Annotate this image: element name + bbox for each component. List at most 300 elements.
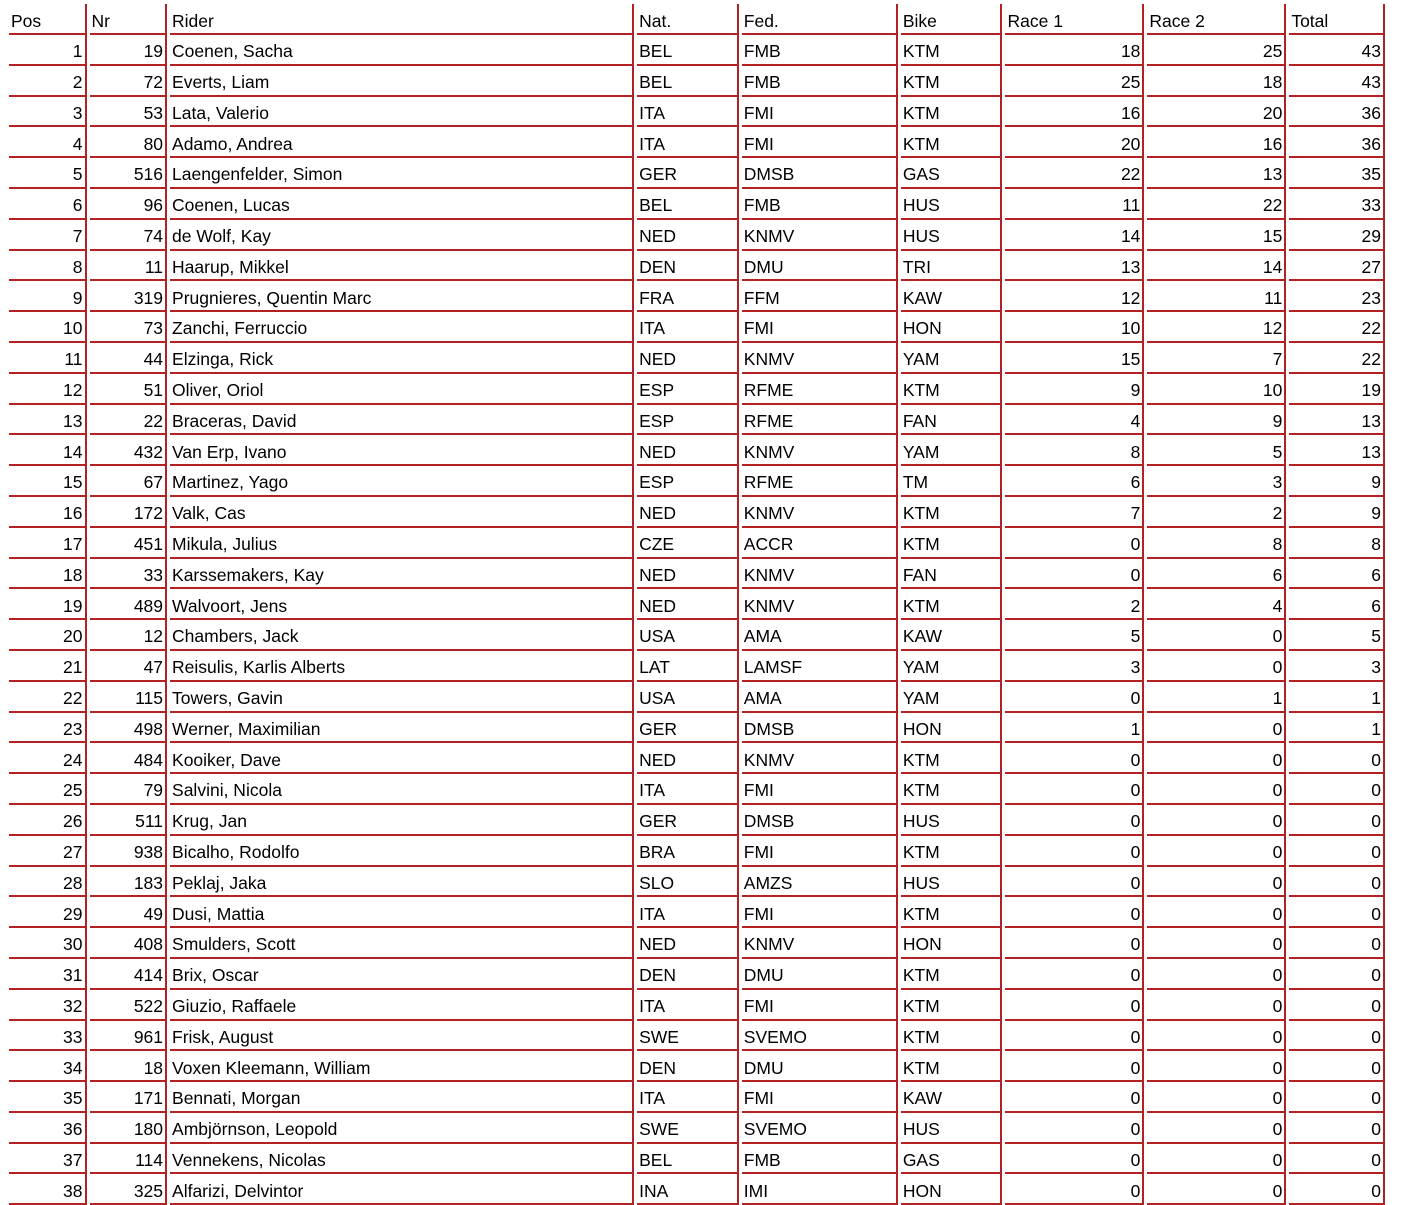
cell-total: 0: [1289, 743, 1385, 774]
cell-race2: 0: [1147, 713, 1286, 744]
cell-nr: 96: [90, 189, 168, 220]
cell-rider: Laengenfelder, Simon: [170, 158, 634, 189]
cell-total: 0: [1289, 1144, 1385, 1175]
cell-pos: 6: [9, 189, 87, 220]
cell-rider: Reisulis, Karlis Alberts: [170, 651, 634, 682]
table-row: [9, 1113, 1385, 1144]
cell-fed: FMI: [742, 897, 898, 928]
cell-race2: 0: [1147, 1021, 1286, 1052]
cell-bike: KTM: [901, 97, 1003, 128]
table-row: [9, 528, 1385, 559]
cell-pos: 20: [9, 620, 87, 651]
cell-nat: NED: [637, 589, 739, 620]
cell-fed: FMB: [742, 66, 898, 97]
cell-pos: 13: [9, 405, 87, 436]
cell-race2: 6: [1147, 559, 1286, 590]
cell-nr: 961: [90, 1021, 168, 1052]
cell-total: 0: [1289, 1113, 1385, 1144]
table-row: [9, 220, 1385, 251]
cell-nr: 522: [90, 990, 168, 1021]
cell-fed: AMA: [742, 620, 898, 651]
cell-rider: Coenen, Lucas: [170, 189, 634, 220]
header-race2: Race 2: [1147, 4, 1286, 35]
table-row: [9, 281, 1385, 312]
cell-race2: 15: [1147, 220, 1286, 251]
cell-pos: 14: [9, 435, 87, 466]
table-row: [9, 1051, 1385, 1082]
cell-race1: 7: [1005, 497, 1144, 528]
cell-race2: 0: [1147, 867, 1286, 898]
cell-nr: 67: [90, 466, 168, 497]
cell-bike: YAM: [901, 651, 1003, 682]
cell-total: 43: [1289, 35, 1385, 66]
cell-pos: 33: [9, 1021, 87, 1052]
cell-rider: Zanchi, Ferruccio: [170, 312, 634, 343]
cell-race2: 0: [1147, 990, 1286, 1021]
cell-nat: NED: [637, 743, 739, 774]
cell-nat: ITA: [637, 127, 739, 158]
cell-rider: Prugnieres, Quentin Marc: [170, 281, 634, 312]
cell-bike: KTM: [901, 959, 1003, 990]
cell-race1: 0: [1005, 928, 1144, 959]
cell-pos: 4: [9, 127, 87, 158]
cell-fed: RFME: [742, 405, 898, 436]
cell-fed: ACCR: [742, 528, 898, 559]
cell-nat: ESP: [637, 466, 739, 497]
cell-fed: DMU: [742, 959, 898, 990]
cell-fed: RFME: [742, 466, 898, 497]
cell-total: 3: [1289, 651, 1385, 682]
cell-bike: KTM: [901, 990, 1003, 1021]
cell-nat: SWE: [637, 1021, 739, 1052]
table-row: [9, 713, 1385, 744]
cell-pos: 8: [9, 251, 87, 282]
cell-nr: 489: [90, 589, 168, 620]
cell-nat: SWE: [637, 1113, 739, 1144]
cell-race1: 0: [1005, 1174, 1144, 1205]
cell-fed: KNMV: [742, 343, 898, 374]
cell-race1: 25: [1005, 66, 1144, 97]
cell-nat: GER: [637, 158, 739, 189]
cell-fed: FMB: [742, 35, 898, 66]
table-row: [9, 805, 1385, 836]
cell-race2: 25: [1147, 35, 1286, 66]
cell-total: 8: [1289, 528, 1385, 559]
table-row: [9, 928, 1385, 959]
cell-race1: 0: [1005, 559, 1144, 590]
cell-total: 36: [1289, 127, 1385, 158]
cell-total: 22: [1289, 343, 1385, 374]
cell-race1: 20: [1005, 127, 1144, 158]
cell-bike: KTM: [901, 836, 1003, 867]
cell-rider: Werner, Maximilian: [170, 713, 634, 744]
cell-nat: ESP: [637, 374, 739, 405]
cell-rider: Coenen, Sacha: [170, 35, 634, 66]
cell-pos: 30: [9, 928, 87, 959]
cell-rider: Salvini, Nicola: [170, 774, 634, 805]
table-row: [9, 405, 1385, 436]
cell-nat: NED: [637, 497, 739, 528]
cell-bike: KTM: [901, 589, 1003, 620]
cell-fed: FMB: [742, 1144, 898, 1175]
cell-race2: 11: [1147, 281, 1286, 312]
cell-race1: 14: [1005, 220, 1144, 251]
cell-nat: BEL: [637, 1144, 739, 1175]
table-row: [9, 1021, 1385, 1052]
cell-bike: KAW: [901, 1082, 1003, 1113]
cell-nr: 18: [90, 1051, 168, 1082]
cell-fed: KNMV: [742, 220, 898, 251]
cell-rider: Alfarizi, Delvintor: [170, 1174, 634, 1205]
cell-race1: 0: [1005, 990, 1144, 1021]
cell-race2: 13: [1147, 158, 1286, 189]
cell-nat: BEL: [637, 66, 739, 97]
cell-rider: Braceras, David: [170, 405, 634, 436]
cell-pos: 5: [9, 158, 87, 189]
cell-bike: FAN: [901, 559, 1003, 590]
cell-pos: 36: [9, 1113, 87, 1144]
cell-bike: GAS: [901, 1144, 1003, 1175]
cell-race1: 0: [1005, 1082, 1144, 1113]
table-row: [9, 1174, 1385, 1205]
cell-nat: FRA: [637, 281, 739, 312]
table-row: [9, 867, 1385, 898]
cell-rider: Kooiker, Dave: [170, 743, 634, 774]
cell-total: 0: [1289, 1021, 1385, 1052]
cell-nr: 11: [90, 251, 168, 282]
cell-bike: HUS: [901, 867, 1003, 898]
cell-fed: LAMSF: [742, 651, 898, 682]
cell-total: 9: [1289, 466, 1385, 497]
cell-rider: Karssemakers, Kay: [170, 559, 634, 590]
cell-race2: 12: [1147, 312, 1286, 343]
cell-race1: 18: [1005, 35, 1144, 66]
cell-fed: DMU: [742, 1051, 898, 1082]
cell-nat: ESP: [637, 405, 739, 436]
cell-total: 0: [1289, 1051, 1385, 1082]
header-nat: Nat.: [637, 4, 739, 35]
cell-nat: NED: [637, 435, 739, 466]
cell-total: 9: [1289, 497, 1385, 528]
cell-nat: ITA: [637, 774, 739, 805]
cell-rider: Peklaj, Jaka: [170, 867, 634, 898]
cell-nr: 511: [90, 805, 168, 836]
cell-bike: HON: [901, 1174, 1003, 1205]
cell-total: 23: [1289, 281, 1385, 312]
cell-rider: Smulders, Scott: [170, 928, 634, 959]
cell-nr: 22: [90, 405, 168, 436]
cell-fed: DMU: [742, 251, 898, 282]
cell-bike: HUS: [901, 220, 1003, 251]
cell-fed: DMSB: [742, 158, 898, 189]
cell-bike: KAW: [901, 281, 1003, 312]
cell-pos: 1: [9, 35, 87, 66]
cell-nat: BRA: [637, 836, 739, 867]
cell-rider: Haarup, Mikkel: [170, 251, 634, 282]
results-body: [9, 35, 1385, 1205]
cell-race2: 16: [1147, 127, 1286, 158]
cell-race1: 5: [1005, 620, 1144, 651]
table-row: [9, 127, 1385, 158]
cell-nr: 414: [90, 959, 168, 990]
cell-nr: 172: [90, 497, 168, 528]
cell-nat: CZE: [637, 528, 739, 559]
cell-bike: YAM: [901, 682, 1003, 713]
cell-race2: 0: [1147, 1144, 1286, 1175]
cell-total: 1: [1289, 713, 1385, 744]
results-table: [6, 4, 1388, 1205]
table-row: [9, 158, 1385, 189]
cell-fed: AMZS: [742, 867, 898, 898]
cell-rider: Oliver, Oriol: [170, 374, 634, 405]
cell-race2: 0: [1147, 1174, 1286, 1205]
cell-rider: Valk, Cas: [170, 497, 634, 528]
cell-nr: 115: [90, 682, 168, 713]
cell-nr: 73: [90, 312, 168, 343]
cell-fed: SVEMO: [742, 1021, 898, 1052]
cell-race2: 0: [1147, 651, 1286, 682]
cell-nat: NED: [637, 928, 739, 959]
cell-nr: 183: [90, 867, 168, 898]
table-row: [9, 836, 1385, 867]
cell-total: 0: [1289, 836, 1385, 867]
cell-race1: 0: [1005, 1051, 1144, 1082]
cell-fed: FMI: [742, 1082, 898, 1113]
table-row: [9, 66, 1385, 97]
cell-race2: 0: [1147, 620, 1286, 651]
cell-race2: 3: [1147, 466, 1286, 497]
cell-nr: 451: [90, 528, 168, 559]
cell-nr: 53: [90, 97, 168, 128]
cell-nr: 51: [90, 374, 168, 405]
cell-fed: FMI: [742, 312, 898, 343]
cell-fed: DMSB: [742, 713, 898, 744]
cell-fed: SVEMO: [742, 1113, 898, 1144]
header-race1: Race 1: [1005, 4, 1144, 35]
cell-race2: 2: [1147, 497, 1286, 528]
cell-pos: 24: [9, 743, 87, 774]
cell-race1: 10: [1005, 312, 1144, 343]
cell-race1: 0: [1005, 867, 1144, 898]
cell-race1: 0: [1005, 682, 1144, 713]
cell-race1: 0: [1005, 805, 1144, 836]
cell-nr: 498: [90, 713, 168, 744]
cell-nr: 33: [90, 559, 168, 590]
cell-rider: Adamo, Andrea: [170, 127, 634, 158]
cell-race1: 0: [1005, 836, 1144, 867]
cell-race2: 0: [1147, 1113, 1286, 1144]
cell-bike: KTM: [901, 897, 1003, 928]
cell-pos: 29: [9, 897, 87, 928]
cell-total: 43: [1289, 66, 1385, 97]
cell-nr: 408: [90, 928, 168, 959]
table-row: [9, 374, 1385, 405]
cell-race2: 14: [1147, 251, 1286, 282]
cell-pos: 12: [9, 374, 87, 405]
cell-fed: FMI: [742, 774, 898, 805]
cell-race1: 0: [1005, 959, 1144, 990]
header-nr: Nr: [90, 4, 168, 35]
header-rider: Rider: [170, 4, 634, 35]
cell-bike: KTM: [901, 528, 1003, 559]
cell-fed: FMB: [742, 189, 898, 220]
cell-pos: 16: [9, 497, 87, 528]
table-row: [9, 312, 1385, 343]
cell-bike: KTM: [901, 127, 1003, 158]
cell-race1: 3: [1005, 651, 1144, 682]
table-row: [9, 774, 1385, 805]
cell-bike: KTM: [901, 497, 1003, 528]
cell-fed: KNMV: [742, 589, 898, 620]
cell-rider: Martinez, Yago: [170, 466, 634, 497]
cell-pos: 27: [9, 836, 87, 867]
cell-bike: HUS: [901, 189, 1003, 220]
cell-total: 27: [1289, 251, 1385, 282]
cell-race1: 0: [1005, 774, 1144, 805]
table-row: [9, 1144, 1385, 1175]
cell-race2: 1: [1147, 682, 1286, 713]
cell-race1: 0: [1005, 743, 1144, 774]
cell-nat: NED: [637, 559, 739, 590]
cell-race2: 9: [1147, 405, 1286, 436]
cell-nat: USA: [637, 620, 739, 651]
cell-race2: 0: [1147, 897, 1286, 928]
cell-nat: ITA: [637, 312, 739, 343]
table-row: [9, 251, 1385, 282]
cell-race2: 8: [1147, 528, 1286, 559]
table-row: [9, 959, 1385, 990]
cell-race2: 0: [1147, 928, 1286, 959]
cell-race2: 10: [1147, 374, 1286, 405]
cell-nr: 80: [90, 127, 168, 158]
cell-fed: AMA: [742, 682, 898, 713]
cell-race1: 22: [1005, 158, 1144, 189]
cell-race2: 7: [1147, 343, 1286, 374]
cell-total: 0: [1289, 805, 1385, 836]
cell-race1: 8: [1005, 435, 1144, 466]
cell-nat: GER: [637, 805, 739, 836]
cell-nat: NED: [637, 220, 739, 251]
cell-total: 5: [1289, 620, 1385, 651]
cell-race2: 5: [1147, 435, 1286, 466]
cell-nat: SLO: [637, 867, 739, 898]
cell-nat: ITA: [637, 97, 739, 128]
cell-rider: Bennati, Morgan: [170, 1082, 634, 1113]
cell-nat: ITA: [637, 990, 739, 1021]
cell-rider: Everts, Liam: [170, 66, 634, 97]
cell-total: 0: [1289, 867, 1385, 898]
cell-race1: 0: [1005, 528, 1144, 559]
cell-nr: 516: [90, 158, 168, 189]
cell-race2: 18: [1147, 66, 1286, 97]
cell-nr: 325: [90, 1174, 168, 1205]
cell-race1: 0: [1005, 897, 1144, 928]
cell-fed: KNMV: [742, 435, 898, 466]
cell-nat: DEN: [637, 251, 739, 282]
cell-pos: 31: [9, 959, 87, 990]
cell-pos: 32: [9, 990, 87, 1021]
cell-pos: 22: [9, 682, 87, 713]
cell-pos: 34: [9, 1051, 87, 1082]
cell-race2: 0: [1147, 1082, 1286, 1113]
cell-total: 0: [1289, 774, 1385, 805]
cell-pos: 9: [9, 281, 87, 312]
table-row: [9, 990, 1385, 1021]
table-row: [9, 466, 1385, 497]
cell-race1: 2: [1005, 589, 1144, 620]
cell-bike: TRI: [901, 251, 1003, 282]
cell-race2: 0: [1147, 774, 1286, 805]
cell-pos: 11: [9, 343, 87, 374]
cell-total: 36: [1289, 97, 1385, 128]
cell-total: 0: [1289, 1082, 1385, 1113]
cell-nat: DEN: [637, 959, 739, 990]
table-row: [9, 743, 1385, 774]
cell-nr: 12: [90, 620, 168, 651]
cell-rider: de Wolf, Kay: [170, 220, 634, 251]
cell-nat: DEN: [637, 1051, 739, 1082]
table-row: [9, 189, 1385, 220]
cell-race2: 4: [1147, 589, 1286, 620]
table-row: [9, 343, 1385, 374]
cell-fed: KNMV: [742, 928, 898, 959]
cell-bike: HON: [901, 928, 1003, 959]
header-total: Total: [1289, 4, 1385, 35]
header-row: [9, 4, 1385, 35]
cell-total: 0: [1289, 1174, 1385, 1205]
cell-race2: 20: [1147, 97, 1286, 128]
cell-total: 19: [1289, 374, 1385, 405]
cell-pos: 38: [9, 1174, 87, 1205]
cell-rider: Vennekens, Nicolas: [170, 1144, 634, 1175]
cell-race2: 0: [1147, 743, 1286, 774]
cell-total: 0: [1289, 897, 1385, 928]
table-row: [9, 651, 1385, 682]
cell-fed: IMI: [742, 1174, 898, 1205]
cell-nat: BEL: [637, 189, 739, 220]
cell-total: 35: [1289, 158, 1385, 189]
cell-rider: Lata, Valerio: [170, 97, 634, 128]
cell-fed: FMI: [742, 836, 898, 867]
cell-total: 13: [1289, 435, 1385, 466]
cell-pos: 21: [9, 651, 87, 682]
cell-race1: 0: [1005, 1113, 1144, 1144]
cell-race1: 16: [1005, 97, 1144, 128]
cell-rider: Giuzio, Raffaele: [170, 990, 634, 1021]
table-row: [9, 35, 1385, 66]
cell-nat: INA: [637, 1174, 739, 1205]
cell-pos: 25: [9, 774, 87, 805]
cell-nr: 74: [90, 220, 168, 251]
cell-nr: 47: [90, 651, 168, 682]
cell-pos: 28: [9, 867, 87, 898]
cell-nat: BEL: [637, 35, 739, 66]
cell-nr: 44: [90, 343, 168, 374]
cell-rider: Mikula, Julius: [170, 528, 634, 559]
header-bike: Bike: [901, 4, 1003, 35]
cell-rider: Dusi, Mattia: [170, 897, 634, 928]
cell-bike: HON: [901, 713, 1003, 744]
table-row: [9, 559, 1385, 590]
cell-total: 33: [1289, 189, 1385, 220]
cell-nr: 180: [90, 1113, 168, 1144]
cell-total: 29: [1289, 220, 1385, 251]
cell-bike: FAN: [901, 405, 1003, 436]
cell-bike: GAS: [901, 158, 1003, 189]
cell-race1: 0: [1005, 1144, 1144, 1175]
cell-pos: 23: [9, 713, 87, 744]
cell-nr: 484: [90, 743, 168, 774]
